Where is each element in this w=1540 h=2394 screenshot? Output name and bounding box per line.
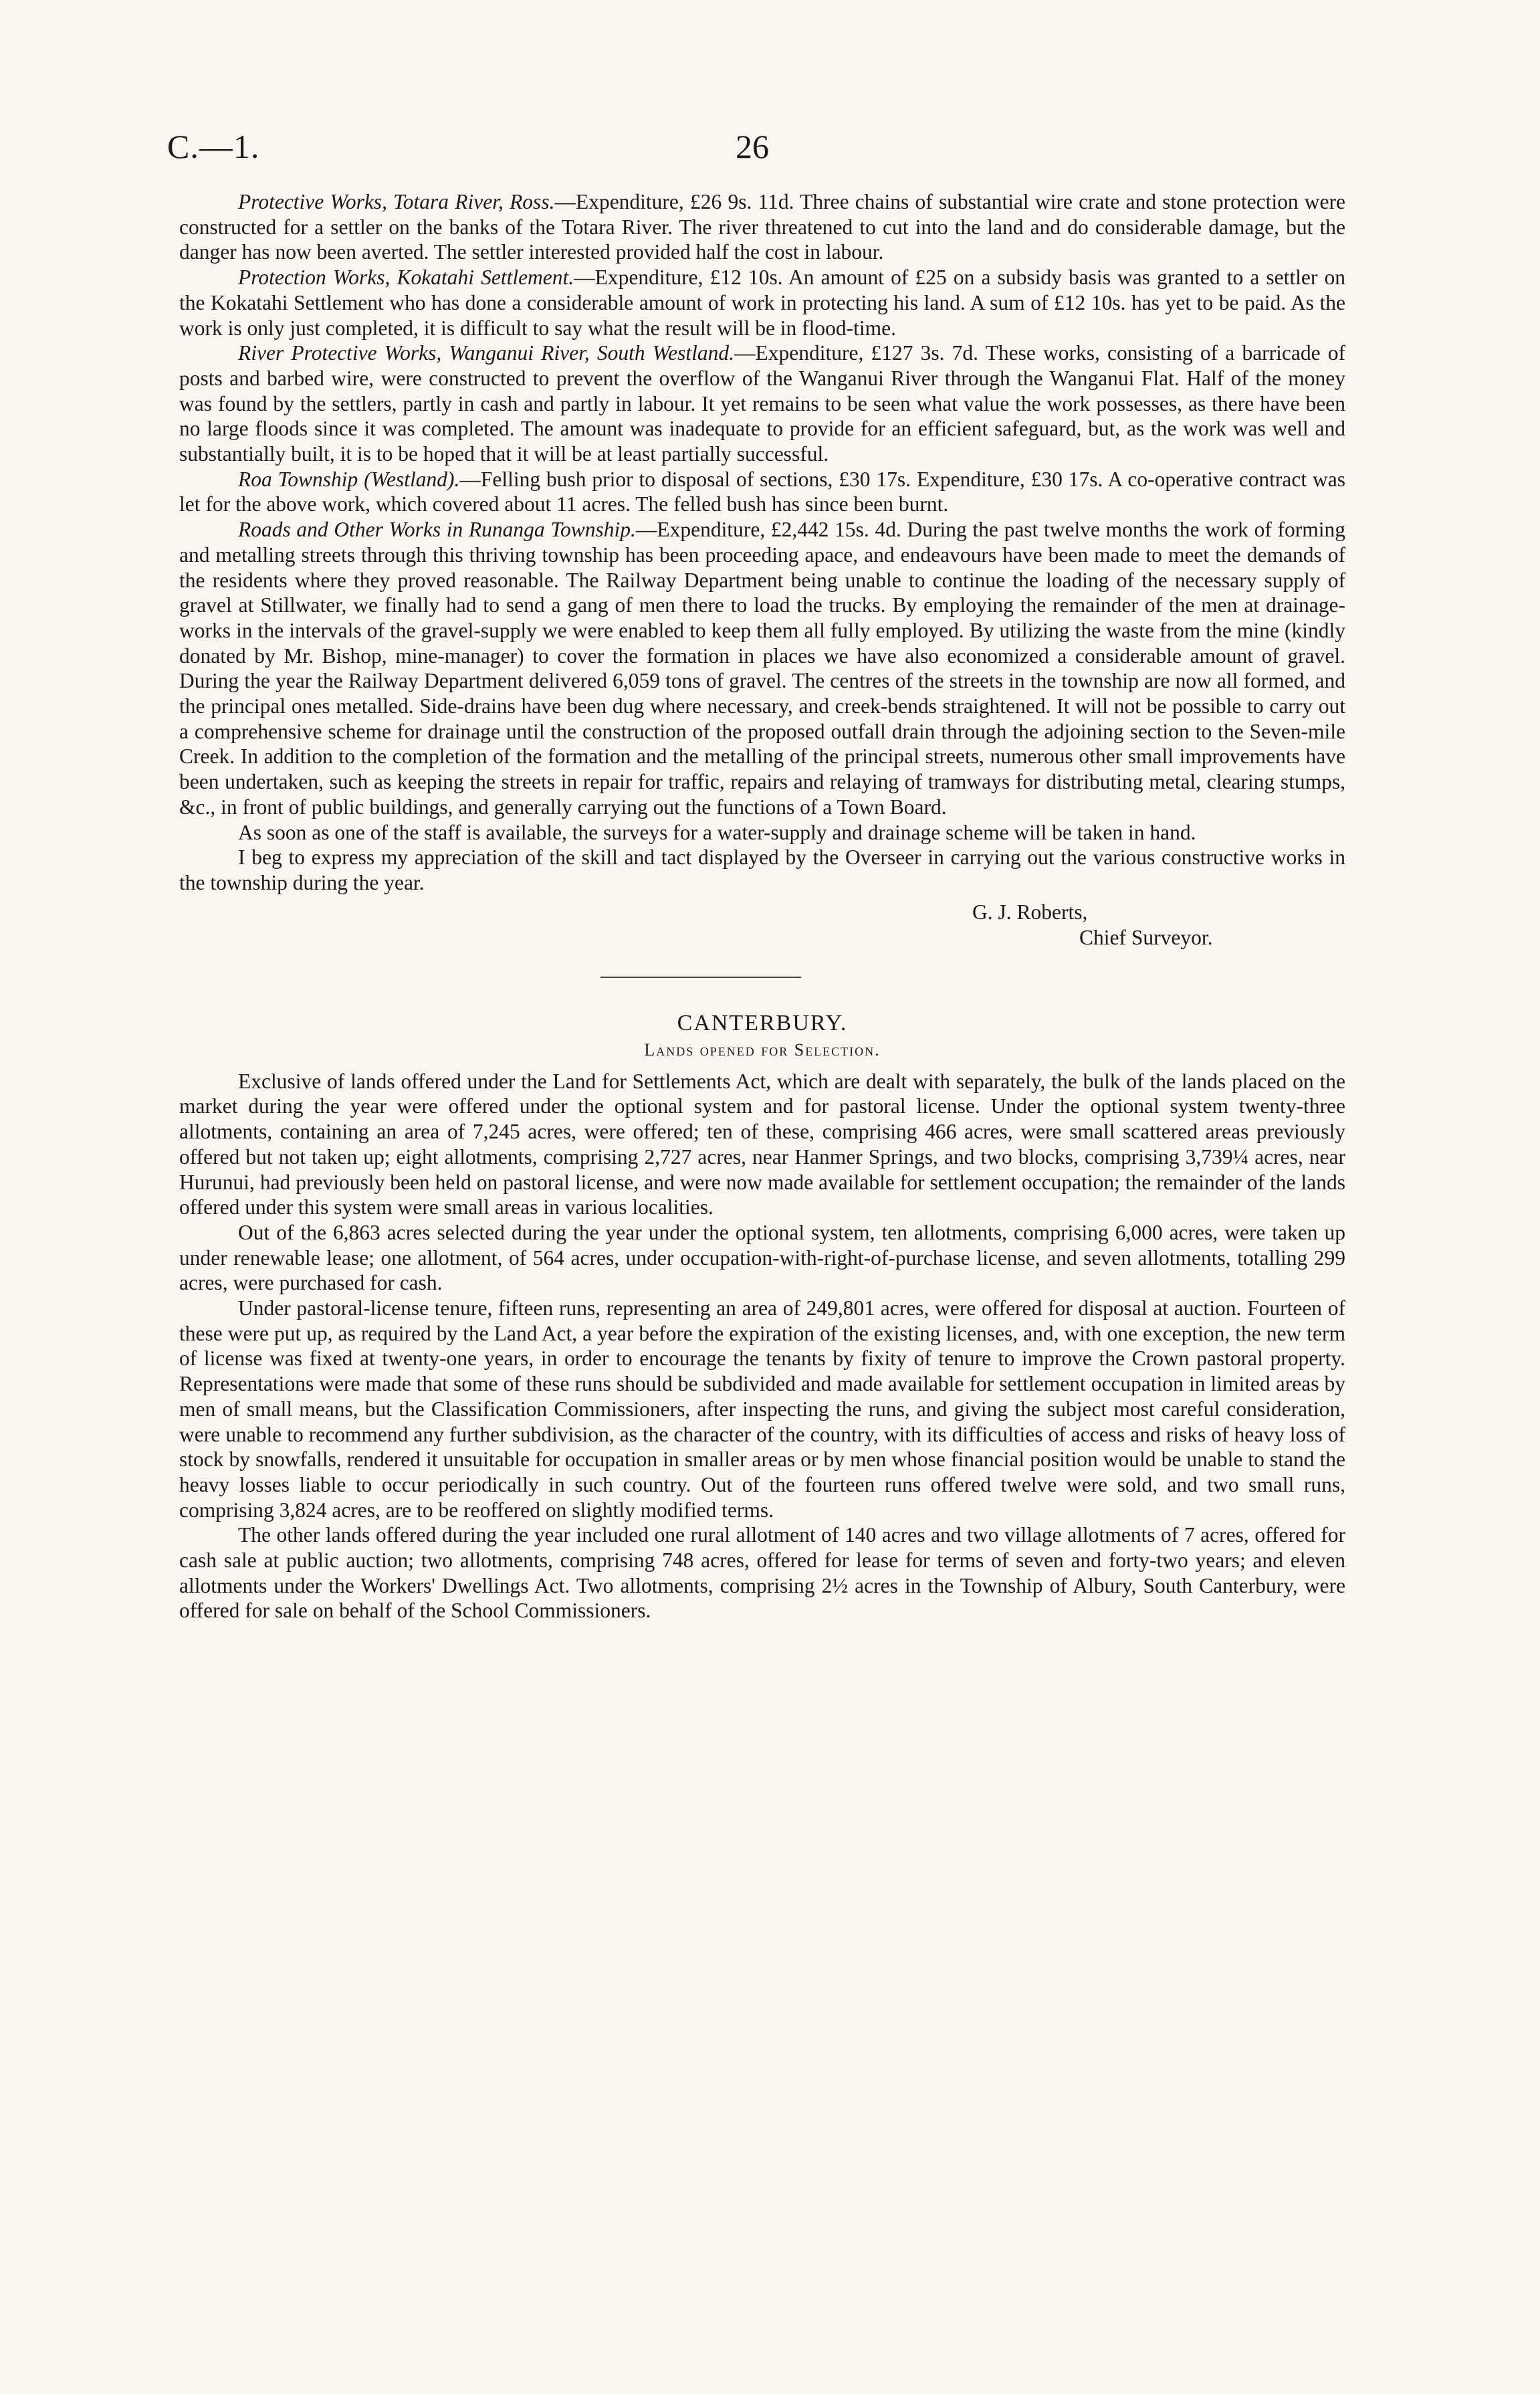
paragraph-body: I beg to express my appreciation of the skill and tact displayed by the Overseer in carrying out the various constructive works in the township during the year. — [179, 845, 1345, 894]
section-subtitle: Lands opened for Selection. — [644, 1039, 881, 1060]
paragraph-appreciation — [179, 845, 1345, 895]
page-body — [179, 189, 1345, 1623]
section-title: CANTERBURY. — [677, 1010, 848, 1035]
page-number: 26 — [736, 128, 769, 165]
canterbury-paragraph: The other lands offered during the year included one rural allotment of 140 acres and two village allotments of 7 acres, offered for cash sale at public auction; two allotments, comprising 748 acres, offered for lease for terms of seven and forty-two years; and eleven allotments under the Workers' Dwellings Act. Two allotments, comprising 2½ acres in the Township of Albury, South Canterbury, were offered for sale on behalf of the School Commissioners. — [179, 1523, 1345, 1623]
paragraph-body: —Expenditure, £12 10s. An amount of £25 on a subsidy basis was granted to a settler on the Kokatahi Settlement who has done a considerable amount of work in protecting his land. A sum of £12 10s. has yet to be paid. As the work is only just completed, it is difficult to say what the result will be in flood-time. — [179, 266, 1345, 340]
canterbury-paragraph: Exclusive of lands offered under the Land for Settlements Act, which are dealt with separately, the bulk of the lands placed on the market during the year were offered under the optional system and for pastoral license. Under the optional system twenty-three allotments, containing an area of 7,245 acres, were offered; ten of these, comprising 466 acres, were small scattered areas previously offered but not taken up; eight allotments, comprising 2,727 acres, near Hanmer Springs, and two blocks, comprising 3,739¼ acres, near Hurunui, had previously been held on pastoral license, and were now made available for settlement occupation; the remainder of the lands offered under this system were small areas in various localities. — [179, 1069, 1345, 1219]
paragraph-totara — [179, 189, 1345, 265]
canterbury-paragraph: Under pastoral-license tenure, fifteen runs, representing an area of 249,801 acres, were offered for disposal at auction. Fourteen of these were put up, as required by the Land Act, a year before the expiration of the existing licenses, and, with one exception, the new term of license was fixed at twenty-one years, in order to encourage the tenants by fixity of tenure to improve the Crown pastoral property. Representations were made that some of these runs should be subdivided and made available for settlement occupation in limited areas by men of small means, but the Classification Commissioners, after inspecting the runs, and giving the subject most careful consideration, were unable to recommend any further subdivision, as the character of the country, with its difficulties of access and risks of heavy loss of stock by snowfalls, rendered it unsuitable for occupation in smaller areas or by men whose financial position would be unable to stand the heavy losses liable to occur periodically in such country. Out of the fourteen runs offered twelve were sold, and two small runs, comprising 3,824 acres, are to be reoffered on slightly modified terms. — [179, 1296, 1345, 1522]
paragraph-body: —Expenditure, £26 9s. 11d. Three chains of substantial wire crate and stone protection were constructed for a settler on the banks of the Totara River. The river threatened to cut into the land and do considerable damage, but the danger has now been averted. The settler interested provided half the cost in labour. — [179, 190, 1345, 264]
paragraph-title: Roa Township (Westland). — [238, 467, 460, 491]
paragraph-kokatahi — [179, 265, 1345, 340]
paragraph-wanganui — [179, 340, 1345, 467]
signature-name: G. J. Roberts, — [972, 900, 1088, 924]
paragraph-title: Roads and Other Works in Runanga Township. — [238, 518, 636, 542]
paragraph-body: —Felling bush prior to disposal of sections, £30 17s. Expenditure, £30 17s. A co-operative contract was let for the above work, which covered about 11 acres. The felled bush has since been burnt. — [179, 467, 1345, 516]
paragraph-body: As soon as one of the staff is available, the surveys for a water-supply and drainage scheme will be taken in hand. — [238, 820, 1196, 844]
page-header — [0, 127, 1540, 181]
paragraph-roa — [179, 467, 1345, 517]
paragraph-body: —Expenditure, £2,442 15s. 4d. During the past twelve months the work of forming and metalling streets through this thriving township has been proceeding apace, and endeavours have been made to meet the demands of the residents where they proved reasonable. The Railway Department being unable to continue the loading of the necessary supply of gravel at Stillwater, we finally had to send a gang of men there to load the trucks. By employing the remainder of the men at drainage-works in the intervals of the gravel-supply we were enabled to keep them all fully employed. By utilizing the waste from the mine (kindly donated by Mr. Bishop, mine-manager) to cover the formation in places we have also economized a considerable amount of gravel. During the year the Railway Department delivered 6,059 tons of gravel. The centres of the streets in the township are now all formed, and the principal ones metalled. Side-drains have been dug where necessary, and creek-bends straightened. It will not be possible to carry out a comprehensive scheme for drainage until the construction of the proposed outfall drain through the adjoining section to the Seven-mile Creek. In addition to the completion of the formation and the metalling of the principal streets, numerous other small improvements have been undertaken, such as keeping the streets in repair for traffic, repairs and relaying of tramways for distributing metal, clearing stumps, &c., in front of public buildings, and generally carrying out the functions of a Town Board. — [179, 518, 1345, 819]
paragraph-title: Protective Works, Totara River, Ross. — [238, 190, 555, 213]
paragraph-title: Protection Works, Kokatahi Settlement. — [238, 266, 574, 290]
paragraph-title: River Protective Works, Wanganui River, South Westland. — [238, 341, 735, 365]
signature — [179, 900, 1345, 950]
paragraph-body: —Expenditure, £127 3s. 7d. These works, consisting of a barricade of posts and barbed wire, were constructed to prevent the overflow of the Wanganui River through the Wanganui Flat. Half of the money was found by the settlers, partly in cash and partly in labour. It yet remains to be seen what value the work possesses, as there have been no large floods since it was completed. The amount was inadequate to provide for an efficient safeguard, but, as the work was well and substantially built, it is to be hoped that it will be at least partially successful. — [179, 341, 1345, 466]
section-divider — [600, 977, 801, 978]
report-code: C.—1. — [167, 128, 260, 165]
canterbury-paragraph: Out of the 6,863 acres selected during the year under the optional system, ten allotments, comprising 6,000 acres, were taken up under renewable lease; one allotment, of 564 acres, under occupation-with-right-of-purchase license, and seven allotments, totalling 299 acres, were purchased for cash. — [179, 1220, 1345, 1295]
paragraph-runanga — [179, 517, 1345, 819]
signature-title: Chief Surveyor. — [1079, 925, 1213, 949]
paragraph-water-supply — [179, 820, 1345, 845]
